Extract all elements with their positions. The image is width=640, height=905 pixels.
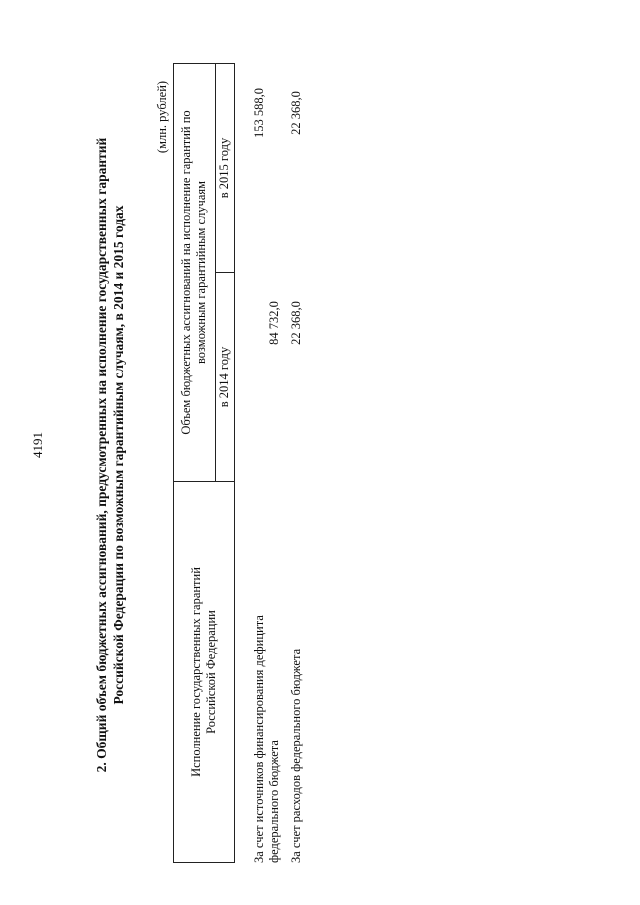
value-2014: 84 732,0 — [267, 301, 281, 345]
value-2015: 22 368,0 — [289, 91, 303, 135]
title-line-1: 2. Общий объем бюджетных ассигнований, предусмотренных на исполнение государственных гарантий — [94, 137, 109, 773]
header-year-2014: в 2014 году — [215, 273, 234, 482]
row-label: За счет источников финансирования дефицита федерального бюджета — [252, 615, 281, 863]
budget-table-header — [173, 63, 235, 863]
value-2015: 153 588,0 — [252, 88, 266, 138]
units-note: (млн. рублей) — [155, 80, 169, 154]
value-2014: 22 368,0 — [289, 301, 303, 345]
row-label: За счет расходов федерального бюджета — [289, 648, 303, 863]
header-appropriations: Объем бюджетных ассигнований на исполнение гарантий по возможным гарантийным случаям — [174, 64, 216, 482]
header-guarantees: Исполнение государственных гарантий Российской Федерации — [174, 482, 235, 863]
header-year-2015: в 2015 году — [215, 64, 234, 273]
section-title — [93, 65, 127, 845]
title-line-2: Российской Федерации по возможным гарантийным случаям, в 2014 и 2015 годах — [111, 205, 126, 705]
page-number: 4191 — [30, 432, 45, 458]
